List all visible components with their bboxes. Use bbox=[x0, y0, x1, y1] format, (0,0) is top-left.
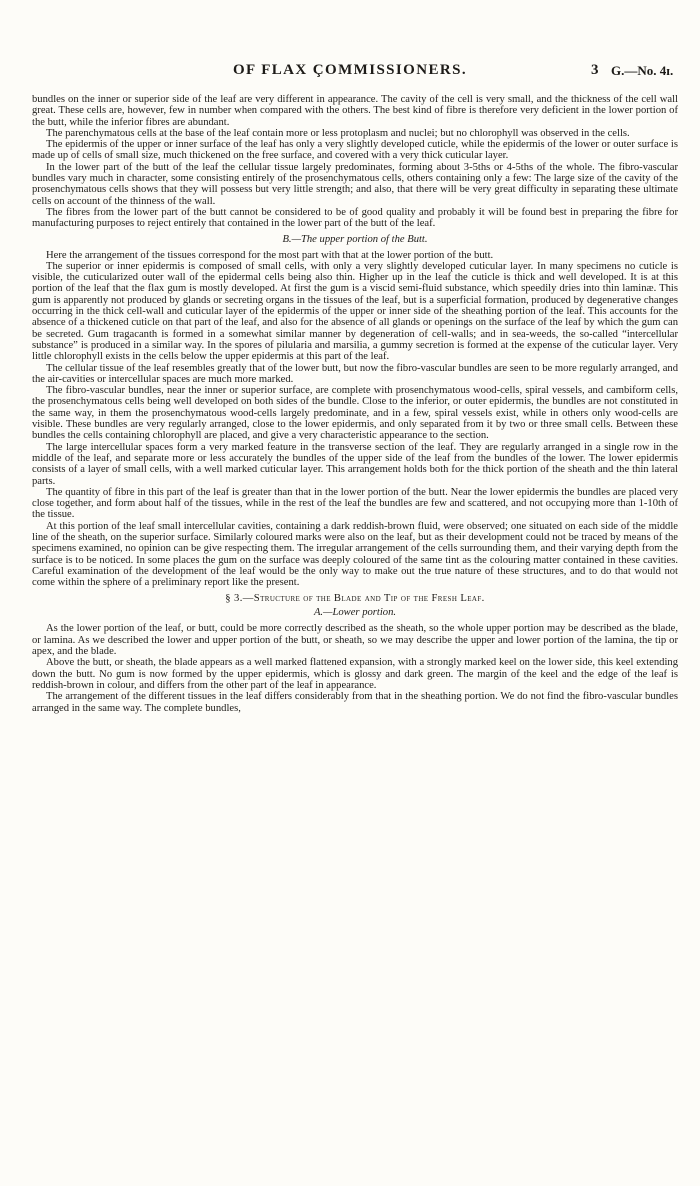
running-title: OF FLAX ÇOMMISSIONERS. bbox=[232, 62, 467, 78]
paragraph: The large intercellular spaces form a very marked feature in the transverse section of the leaf. They are regularly arranged in a single row in the middle of the leaf, and separate more or less accurately the bundles of the upper side of the leaf from the bundles of the lower. The lower epidermis consists of a layer of small cells, with a well marked cuticular layer. This arrangement holds both for the thick portion of the sheath and the thin lateral parts. bbox=[32, 441, 678, 487]
paragraph: The cellular tissue of the leaf resembles greatly that of the lower butt, but now the fibro-vascular bundles are seen to be more regularly arranged, and the air-cavities or intercellular spaces are much more marked. bbox=[32, 362, 678, 385]
document-reference: G.—No. 4ɪ. bbox=[611, 63, 674, 78]
body-text bbox=[32, 94, 678, 714]
paragraph: The quantity of fibre in this part of the leaf is greater than that in the lower portion of the butt. Near the lower epidermis the bundles are placed very close together, and form about half of the tissues, while in the rest of the leaf the bundles are few and scattered, and not occupying more than 1-10th of the tissue. bbox=[32, 486, 678, 521]
subheading-upper-butt: B.—The upper portion of the Butt. bbox=[282, 233, 428, 245]
paragraph: At this portion of the leaf small intercellular cavities, containing a dark reddish-brown fluid, were observed; one situated on each side of the middle line of the sheath, on the superior surface. Similarly coloured marks were also on the leaf, but as their development could not be traced by means of the specimens examined, no opinion can be give respecting them. The irregular arrangement of the cells surrounding them, and their varying depth from the surface is to be noticed. In some places the gum on the surface was deeply coloured of the same tint as the colouring matter contained in these cavities. Careful examination of the development of the leaf would be the only way to make out the true nature of these structures, and to do that would not come within the sphere of a preliminary report like the present. bbox=[32, 520, 678, 589]
paragraph: bundles on the inner or superior side of the leaf are very different in appearance. The cavity of the cell is very small, and the thickness of the cell wall great. These cells are, however, few in number when compared with the others. The best kind of fibre is therefore very deficient in the lower portion of the butt, while the inferior fibres are abundant. bbox=[32, 94, 678, 128]
paragraph: The superior or inner epidermis is composed of small cells, with only a very slightly developed cuticular layer. In many specimens no cuticle is visible, the cuticularized outer wall of the epidermal cells being also thin. Higher up in the leaf the cuticle is thick and well developed. It is at this portion of the leaf that the flax gum is mostly developed. At first the gum is a viscid semi-fluid substance, which speedily dries into thin laminæ. This gum is apparently not produced by glands or secreting organs in the tissues of the leaf, but is a superficial formation, produced by degenerative changes occurring in the thick cell-wall and cuticular layer of the epidermis of the upper or inner side of the sheathing portion of the leaf. This accounts for the absence of a thickened cuticle on that part of the leaf, and also for the absence of all glands or openings on the surface of the leaf by which the gum can be secreted. Gum tragacanth is formed in a somewhat similar manner by degeneration of cell-walls; and in sea-weeds, the so-called “intercellular substance” is produced in a similar way. In the spores of pilularia and marsilia, a gummy secretion is formed at the expense of the cuticular layer. Very little chlorophyll exists in the cells below the upper epidermis at this part of the leaf. bbox=[32, 260, 678, 363]
running-header bbox=[0, 62, 700, 84]
paragraph: Here the arrangement of the tissues correspond for the most part with that at the lower portion of the butt. bbox=[46, 249, 494, 261]
paragraph: Above the butt, or sheath, the blade appears as a well marked flattened expansion, with a strongly marked keel on the lower side, this keel extending down the butt. No gum is now formed by the upper epidermis, which is glossy and dark green. The margin of the keel and the edge of the leaf is reddish-brown in colour, and differs from the other part of the leaf in appearance. bbox=[32, 657, 678, 691]
subheading-lower-portion: A.—Lower portion. bbox=[313, 607, 397, 619]
paragraph: The fibro-vascular bundles, near the inner or superior surface, are complete with prosenchymatous wood-cells, spiral vessels, and cambiform cells, the prosenchymatous cells being well developed on both sides of the bundle. Close to the inferior, or outer epidermis, the bundles are not constituted in the same way, in them the prosenchymatous wood-cells largely predominate, and in a few, spiral vessels exist, while in others only wood-cells are visible. These bundles are very regularly arranged, close to the lower epidermis, and only separated from it by two or three small cells. Between these bundles the cells containing chlorophyll are placed, and give a very characteristic appearance to the section. bbox=[32, 385, 678, 442]
section-heading: § 3.—Structure of the Blade and Tip of the Fresh Leaf. bbox=[225, 593, 485, 605]
paragraph: The fibres from the lower part of the butt cannot be considered to be of good quality and probably it will be found best in preparing the fibre for manufacturing purposes to reject entirely that contained in the lower part of the butt of the leaf. bbox=[32, 206, 678, 230]
paragraph: The epidermis of the upper or inner surface of the leaf has only a very slightly developed cuticle, while the epidermis of the lower or outer surface is made up of cells of small size, much thickened on the free surface, and covered with a very thick cuticular layer. bbox=[32, 139, 678, 162]
paragraph: The parenchymatous cells at the base of the leaf contain more or less protoplasm and nuclei; but no chlorophyll was observed in the cells. bbox=[46, 127, 630, 139]
paragraph: The arrangement of the different tissues in the leaf differs considerably from that in the sheathing portion. We do not find the fibro-vascular bundles arranged in the same way. The complete bundles, bbox=[32, 691, 678, 714]
paragraph: In the lower part of the butt of the leaf the cellular tissue largely predominates, forming about 3-5ths or 4-5ths of the whole. The fibro-vascular bundles vary much in character, some consisting entirely of the prosenchymatous cells, others containing only a few: The large size of the cavity of the prosenchymatous cells shows that they will possess but very little strength; and also, that there will be very great difficulty in separating these ultimate cells on account of the thinness of the wall. bbox=[32, 161, 678, 207]
page-number: 3 bbox=[591, 62, 599, 78]
paragraph: As the lower portion of the leaf, or butt, could be more correctly described as the sheath, so the whole upper portion may be described as the blade, or lamina. As we described the lower and upper portion of the butt, or sheath, so we may describe the upper and lower portion of the lamina, the tip or apex, and the blade. bbox=[32, 623, 678, 658]
